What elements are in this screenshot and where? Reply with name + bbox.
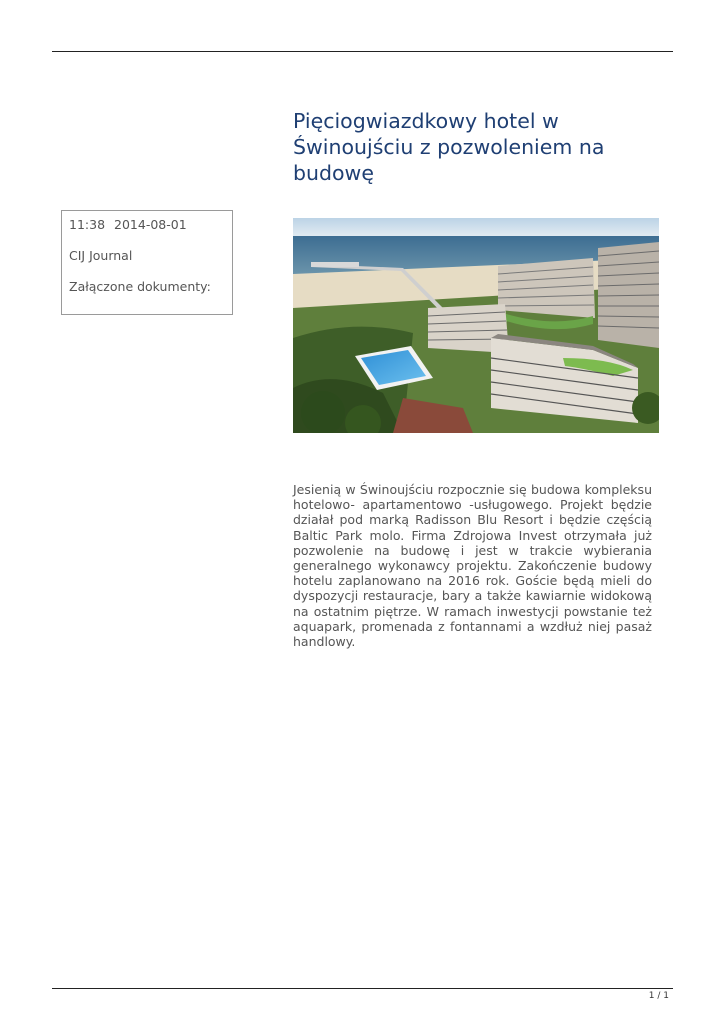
meta-date: 2014-08-01 [114, 217, 187, 232]
meta-time: 11:38 [69, 217, 106, 232]
article-meta-box [61, 210, 233, 315]
meta-timestamp [69, 217, 232, 232]
meta-source: CIJ Journal [69, 248, 133, 263]
hotel-rendering-image [293, 218, 659, 433]
page-number: 1 / 1 [648, 991, 669, 1001]
article-body: Jesienią w Świnoujściu rozpocznie się budowa kompleksu hotelowo- apartamentowo -usługowego. Projekt będzie działał pod marką Radisson Blu Resort i będzie częścią Baltic Park molo. Firma Zdrojowa Invest otrzymała już pozwolenie na budowę i jest w trakcie wybierania generalnego wykonawcy projektu. Zakończenie budowy hotelu zaplanowano na 2016 rok. Goście będą mieli do dyspozycji restauracje, bary a także kawiarnie widokową na ostatnim piętrze. W ramach inwestycji powstanie też aquapark, promenada z fontannami a wzdłuż niej pasaż handlowy. [293, 482, 652, 650]
meta-attachments-label: Załączone dokumenty: [69, 279, 211, 294]
article-title: Pięciogwiazdkowy hotel w Świnoujściu z pozwoleniem na budowę [293, 109, 605, 185]
header-rule [52, 51, 673, 52]
footer-rule [52, 988, 673, 989]
